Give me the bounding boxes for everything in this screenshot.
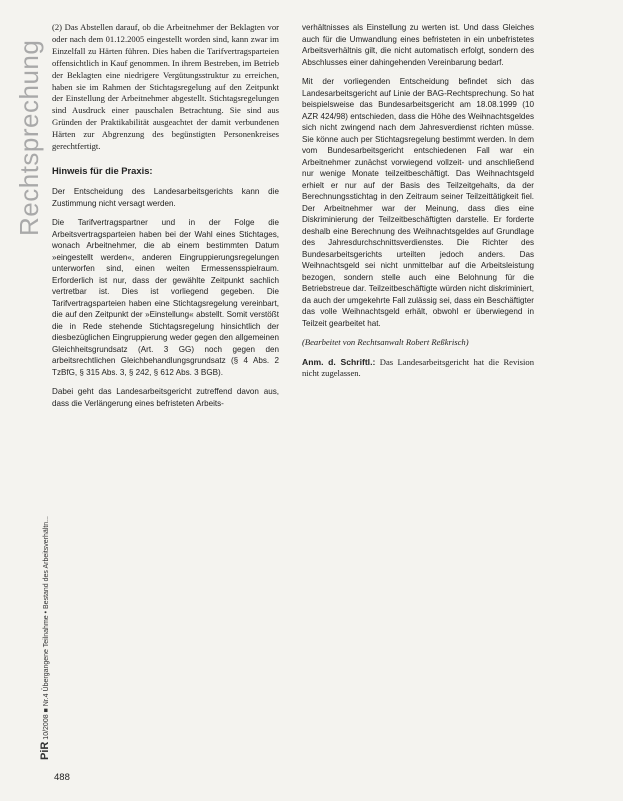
footer-text: ■ Nr.4 Übergangene Teilnahme • Bestand des Arbeitsverhältn...	[43, 515, 50, 713]
journal-logo: PiR	[39, 741, 51, 760]
editor-note: (Bearbeitet von Rechtsanwalt Robert Reßkrisch)	[302, 337, 469, 347]
left-paragraph-3: Die Tarifvertragspartner und in der Folge die Arbeitsvertragsparteien haben bei der Wahl eines Stichtages, wonach Arbeitnehmer, die ab einem bestimmten Datum »eingestellt werden«, anderen Eingruppierungsregelungen unterworfen sind, einen weiten Ermessensspielraum. Erforderlich ist nur, dass der gewählte Zeitpunkt sachlich vertretbar ist. Dies ist vorliegend gegeben. Die Tarifvertragsparteien haben eine Stichtagsregelung vereinbart, die auf den Zeitpunkt der »Einstellung« abstellt. Somit verstößt die in Rede stehende Stichtagsregelung hinsichtlich der diesbezüglichen Eingruppierung weder gegen den allgemeinen Gleichheitsgrundsatz (Art. 3 GG) noch gegen den arbeitsrechtlichen Gleichbehandlungsgrundsatz (§ 4 Abs. 2 TzBfG, § 315 Abs. 3, § 242, § 612 Abs. 3 BGB).	[52, 218, 279, 377]
author-remark-text: Das Landesarbeitsgericht hat die Revision nicht zugelassen.	[302, 356, 534, 378]
page-number: 488	[54, 772, 70, 783]
practice-note-heading: Hinweis für die Praxis:	[52, 164, 153, 176]
right-column	[302, 22, 534, 388]
right-paragraph-2: Mit der vorliegenden Entscheidung befindet sich das Landesarbeitsgericht auf Linie der BAG-Rechtsprechung. So hat beispielsweise das Bundesarbeitsgericht am 18.08.1999 (10 AZR 424/98) entschieden, dass die Höhe des Weihnachtsgeldes sich nicht zwingend nach dem Jahresverdienst richten müsse. Sie könne auch per Stichtagsregelung bestimmt werden. In dem vom Bundesarbeitsgericht entschiedenen Fall war ein Arbeitnehmer zunächst vorwiegend vollzeit- und anschließend nur wenige Monate teilzeitbeschäftigt. Das Weihnachtsgeld erhielt er nur auf der Basis des Teilzeitgehalts, da der Berechnungsstichtag in den Zeitraum seiner Teilzeittätigkeit fiel. Der Arbeitnehmer war der Meinung, dass dies eine Diskriminierung der Teilzeitbeschäftigten darstelle. Er forderte deshalb eine Berechnung des Weihnachtsgeldes auf Grundlage des Jahresdurchschnittsverdienstes. Die Richter des Bundesarbeitsgerichts urteilten jedoch anders. Das Weihnachtsgeld sei nicht unmittelbar auf die Arbeitsleistung bezogen, sondern stelle auch eine Belohnung für die Betriebstreue dar. Teilzeitbeschäftigte würden nicht diskriminiert, da auch der umgekehrte Fall zulässig sei, dass ein Beschäftigter das volle Weihnachtsgeld erhält, obwohl er überwiegend in Teilzeit gearbeitet hat.	[302, 77, 534, 328]
left-paragraph-1: (2) Das Abstellen darauf, ob die Arbeitnehmer der Beklagten vor oder nach dem 01.12.2005 eingestellt worden sind, kann zwar im Einzelfall zu Härten führen. Dies haben die Tarifvertragsparteien offensichtlich in Kauf genommen. In ihrem Bestreben, im Betrieb der Beklagten eine niedrigere Vergütungsstruktur zu erreichen, haben sie im Rahmen der Stichtagsregelung auf den Zeitpunkt der Einstellung der Arbeitnehmer abgestellt. Stichtagsregelungen sind Ausdruck einer pauschalen Betrachtung. Sie sind aus Gründen der Praktikabilität ausgeachtet der damit verbundenen Härten zur Abgrenzung des begünstigten Personenkreises gerechtfertigt.	[52, 22, 279, 152]
left-paragraph-4: Dabei geht das Landesarbeitsgericht zutreffend davon aus, dass die Verlängerung eines befristeten Arbeits-	[52, 387, 279, 408]
right-paragraph-1: verhältnisses als Einstellung zu werten ist. Und dass Gleiches auch für die Umwandlung eines befristeten in ein unbefristetes Arbeitsverhältnis gilt, die nicht automatisch erfolgt, sondern des Abschlusses einer dahingehenden Vereinbarung bedarf.	[302, 23, 534, 67]
section-title-vertical: Rechtsprechung	[14, 39, 44, 236]
journal-footer	[39, 516, 51, 760]
author-remark	[302, 357, 534, 380]
left-paragraph-2: Der Entscheidung des Landesarbeitsgerichts kann die Zustimmung nicht versagt werden.	[52, 187, 279, 208]
author-remark-label: Anm. d. Schriftl.:	[302, 356, 376, 367]
journal-issue: 10/2008	[43, 714, 50, 740]
left-column	[52, 22, 279, 417]
